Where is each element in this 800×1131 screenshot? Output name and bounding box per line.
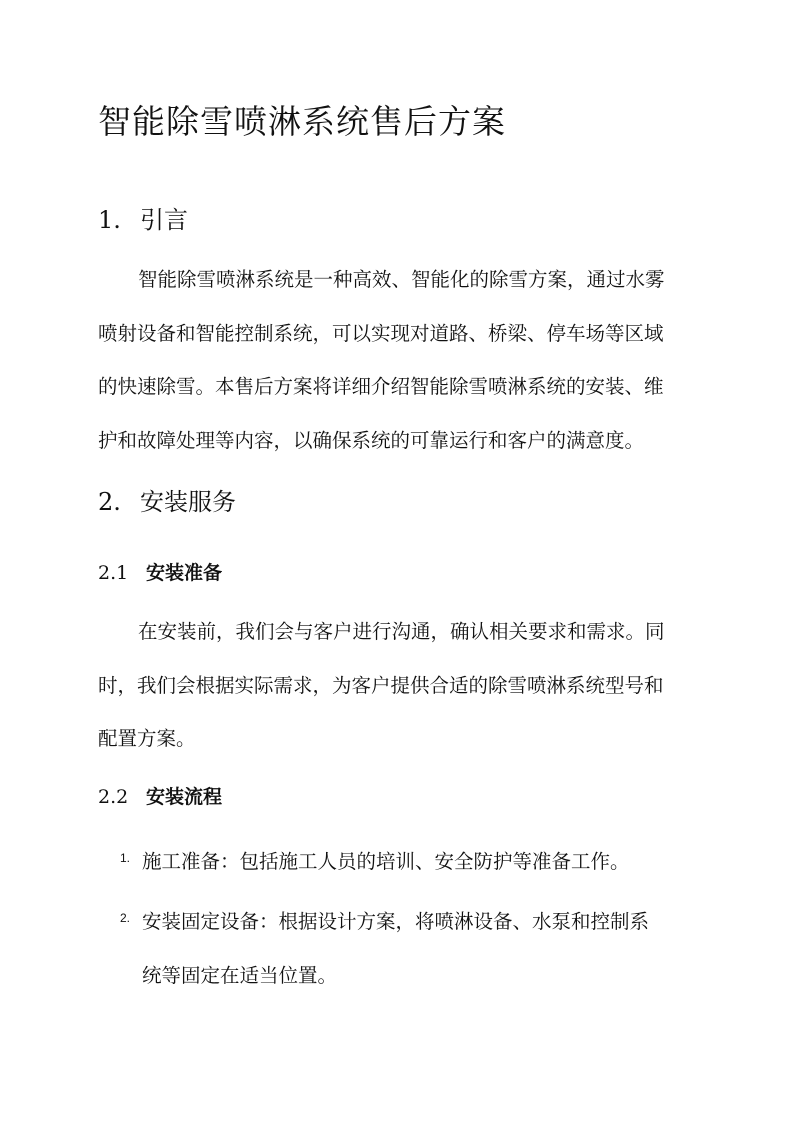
paragraph-line: 配置方案。 (98, 727, 196, 750)
list-item-line: 统等固定在适当位置。 (142, 963, 338, 987)
section-title: 引言 (140, 206, 188, 234)
subsection-title: 安装流程 (146, 786, 223, 808)
section-heading-installation-service (98, 482, 236, 517)
paragraph-line: 智能除雪喷淋系统是一种高效、智能化的除雪方案，通过水雾 (138, 268, 665, 291)
paragraph-line: 护和故障处理等内容，以确保系统的可靠运行和客户的满意度。 (98, 428, 645, 452)
subsection-number: 2.2 (98, 786, 129, 808)
introduction-paragraph (98, 270, 698, 484)
subsection-heading-installation-process (98, 782, 222, 809)
list-marker: 1. (120, 851, 131, 865)
subsection-title: 安装准备 (146, 562, 223, 584)
list-item (98, 906, 698, 1013)
section-number: 2. (98, 488, 121, 516)
paragraph-line: 时，我们会根据实际需求，为客户提供合适的除雪喷淋系统型号和 (98, 673, 664, 697)
subsection-heading-installation-preparation (98, 558, 222, 585)
installation-preparation-paragraph (98, 622, 698, 783)
list-marker: 2. (120, 911, 131, 925)
list-item (98, 846, 698, 900)
section-heading-introduction (98, 200, 188, 235)
paragraph-line: 喷射设备和智能控制系统，可以实现对道路、桥梁、停车场等区域 (98, 321, 664, 345)
paragraph-line: 在安装前，我们会与客户进行沟通，确认相关要求和需求。同 (138, 620, 665, 643)
section-number: 1. (98, 206, 121, 234)
list-item-line: 施工准备：包括施工人员的培训、安全防护等准备工作。 (142, 850, 630, 873)
list-item-line: 安装固定设备：根据设计方案，将喷淋设备、水泵和控制系 (142, 910, 650, 933)
document-title: 智能除雪喷淋系统售后方案 (98, 102, 506, 141)
section-title: 安装服务 (140, 488, 236, 516)
paragraph-line: 的快速除雪。本售后方案将详细介绍智能除雪喷淋系统的安装、维 (98, 375, 664, 398)
subsection-number: 2.1 (98, 562, 129, 584)
